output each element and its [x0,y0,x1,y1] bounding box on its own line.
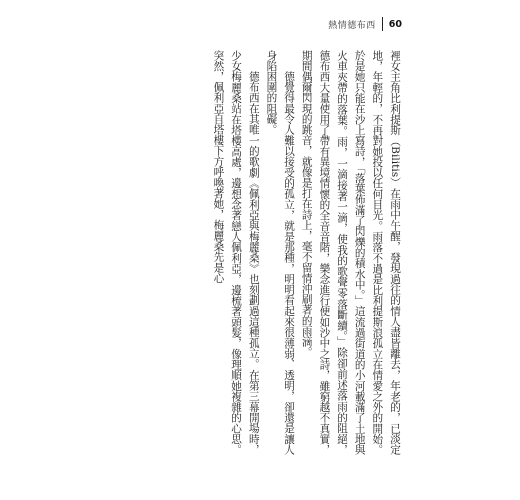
header-divider [382,17,383,31]
vertical-body-text [209,50,403,455]
paragraph-1: 裡女主角比利提斯（Bilitis）在雨中午醒，發現過往的情人盡皆離去，年老的，已淡定地，年輕的，不再對她投以任何目光。雨落不過是比利提斯浪孤立在情愛之外的開始。於是她只能在沙上寫詩，「落葉佈滿了閃爍的積水中。」這流過街道的小河載滿了土地與火車夾帶的落葉。雨，一滴接著一滴，使我的歌聲零落斷續。」除卻前述落雨的阻絕，德布西大量使用了帶有異境情懷的全音音階，樂念進行便如沙中之詩，雖窮越不真實，期間偶爾閃現的跳音，就像是打在詩上，毫不留情沖刷著的雨滴。 [300,50,401,455]
running-title: 熱情德布西 [328,20,376,31]
paragraph-2: 德覺得最令人難以接受的孤立，就是那種，明明看起來很薄弱、透明，卻還是讓人身陷困圍的阻礙。 [265,50,296,455]
page-number: 60 [388,18,402,30]
page-header [328,17,402,31]
paragraph-3: 德布西在其唯一的歌劇《佩利亞與梅麗桑》也刻劃過這種孤立。在第三幕開場時，少女梅麗桑站在塔樓高處，邊想念著戀人佩利亞，邊梳著頭髮，像理順她複雜的心思。突然，佩利亞自塔樓下方呼喚著她，梅麗桑先是心 [212,50,260,455]
